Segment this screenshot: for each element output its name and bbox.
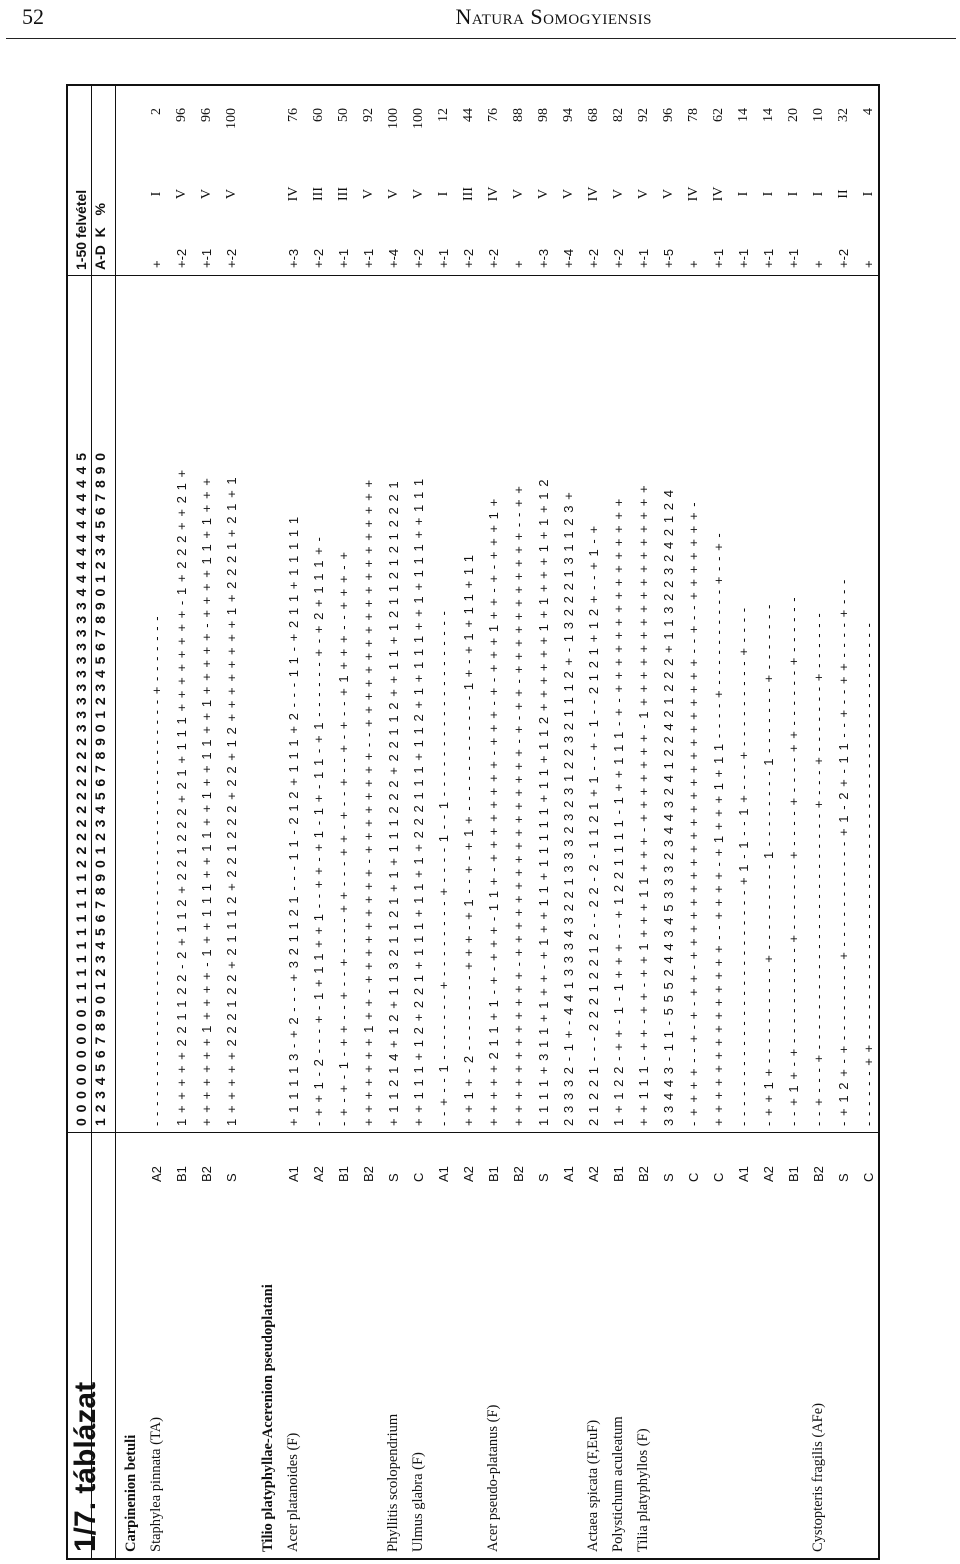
section-heading: [256, 86, 281, 1558]
frequency-percent: 100: [386, 108, 401, 129]
header-rule: [6, 38, 956, 39]
species-name: Acer platanoides (F): [285, 1432, 301, 1552]
cover-range: +-2: [174, 248, 189, 268]
cover-range: +-1: [761, 248, 776, 268]
frequency-percent: 100: [411, 108, 426, 129]
table-row: [169, 86, 194, 1558]
constancy-class: V: [224, 188, 239, 200]
cover-range: +-1: [436, 248, 451, 268]
releve-values: 1 + + + + + 2 2 1 1 2 2 - 2 + 1 1 2 + 2 2 1 2 2 2 + 2 1 + 1 1 1 + + + + + + + + - 1 + 2 2 2 + + 2 1 +: [174, 468, 189, 1126]
table-row: [281, 86, 306, 1558]
table-row: [194, 86, 219, 1558]
table-body: [119, 86, 881, 1558]
table-row: [356, 86, 381, 1558]
table-row: [656, 86, 681, 1558]
cover-range: +-3: [536, 248, 551, 268]
layer-code: A2: [761, 1166, 776, 1182]
table-row: [219, 86, 244, 1558]
table-row: [381, 86, 406, 1558]
table-row: [481, 86, 506, 1558]
layer-code: A1: [436, 1166, 451, 1182]
table-row: [781, 86, 806, 1558]
table-row: [306, 86, 331, 1558]
constancy-class: V: [174, 188, 189, 200]
table-row: [331, 86, 356, 1558]
layer-code: C: [861, 1172, 876, 1182]
releve-values: - - - - - - - - - - - - - - - - - - - - - - - - - - - - - - - - - - - - - - - - - - - + - - - - - - -: [149, 615, 164, 1126]
releve-values: 1 + + + + + 2 2 2 1 2 2 + 2 1 1 1 2 + 2 2 1 2 2 2 + 2 2 + 1 2 + + + + + + + + 1 + 2 2 2 1 + 2 1 + 1: [224, 476, 239, 1126]
layer-code: B1: [786, 1166, 801, 1182]
constancy-class: V: [411, 188, 426, 200]
releve-range-header: 1-50 felvétel: [73, 189, 89, 270]
layer-code: A1: [561, 1166, 576, 1182]
layer-code: S: [661, 1173, 676, 1182]
journal-title: Natura Somogyiensis: [455, 4, 652, 29]
species-name: Phyllitis scolopendrium: [385, 1413, 401, 1552]
rotated-table: [67, 86, 879, 1558]
layer-code: B1: [174, 1166, 189, 1182]
frequency-percent: 4: [861, 108, 876, 115]
frequency-percent: 60: [311, 108, 326, 122]
releve-values: - - + 1 + - + - - - - - - - - - - + - - - - - - - + - - - - + - - - - + + - - - - - - + - - - - - -: [786, 596, 801, 1126]
constancy-class: I: [811, 191, 826, 197]
species-name: Tilia platyphyllos (F): [635, 1428, 651, 1552]
releve-values: 3 3 4 4 3 - 1 1 - 5 5 5 2 4 4 3 4 5 3 3 3 2 3 4 4 3 2 4 1 2 2 4 2 1 2 2 2 + 1 1 3 2 2 3 2 4 2 1 2 4: [661, 489, 676, 1126]
constancy-class: I: [861, 191, 876, 197]
frequency-percent: 14: [736, 108, 751, 122]
species-name: Polystichum aculeatum: [610, 1416, 626, 1552]
table-row: [756, 86, 781, 1558]
releve-values: - + + 1 - 2 - - - + - 1 + 1 1 + + 1 - - + + - + 1 - 1 + - 1 1 - + 1 - - - - - - + - + 2 + 1 1 1 + -: [311, 536, 326, 1126]
constancy-class: I: [436, 191, 451, 197]
summary-columns-header: A-D K %: [92, 203, 108, 270]
constancy-class: V: [611, 188, 626, 200]
releve-values: 1 + 1 2 2 - + + - 1 - 1 + + + - - + 1 2 2 1 1 1 1 - 1 + + 1 1 1 - + - + + + + + + + + + + + + + + +: [611, 497, 626, 1126]
frequency-percent: 88: [511, 108, 526, 122]
layer-code: A1: [736, 1166, 751, 1182]
cover-range: +-1: [711, 248, 726, 268]
cover-range: +-2: [311, 248, 326, 268]
constancy-class: IV: [586, 186, 601, 202]
releve-values: + + 1 + - 2 - - - - - - - - + + + - + 1 - - + - + 1 + - - - - - - - - - - - - 1 + - + 1 + 1 1 + 1 1: [461, 553, 476, 1126]
layer-code: C: [686, 1172, 701, 1182]
frequency-percent: 76: [486, 108, 501, 122]
cover-range: +-1: [199, 248, 214, 268]
constancy-class: V: [199, 188, 214, 200]
releve-values: + + + + + + + + + + + + + + - - + + + + - + 1 + + + 1 + 1 1 - - - - + - - - - - - - - - - + - - + -: [711, 532, 726, 1126]
table-row: [431, 86, 456, 1558]
constancy-class: III: [311, 187, 326, 201]
layer-code: C: [411, 1172, 426, 1182]
cover-range: +-2: [836, 248, 851, 268]
layer-code: B2: [811, 1166, 826, 1182]
releve-values: + 1 1 1 1 3 - + 2 - - - + 3 2 1 1 2 1 - - - 1 1 - 2 1 2 + 1 1 1 + 2 - - - 1 1 - + 2 1 1 + 1 1 1 1 1: [286, 515, 301, 1126]
constancy-class: I: [149, 191, 164, 197]
releve-values: - - + - - 1 - - - - - - - + - - - - - - - - + - - - - 1 - - 1 - - - - - - - - - - - - - - - - - - -: [436, 610, 451, 1126]
table-row: [144, 86, 169, 1558]
header-bottom-rule: [115, 86, 116, 1558]
cover-range: +-1: [736, 248, 751, 268]
releve-values: 1 1 1 1 + 3 1 1 + 1 + + - + 1 + + 1 1 + 1 1 1 1 1 + 1 1 + 1 1 2 + + + + + + 1 + 1 + + + 1 + 1 + 1 2: [536, 478, 551, 1126]
layer-code: A2: [586, 1166, 601, 1182]
table-row: [606, 86, 631, 1558]
constancy-class: V: [636, 188, 651, 200]
layer-code: A1: [286, 1166, 301, 1182]
cover-range: +: [686, 260, 701, 268]
frequency-percent: 92: [361, 108, 376, 122]
releve-number-units: 1 2 3 4 5 6 7 8 9 0 1 2 3 4 5 6 7 8 9 0 1 2 3 4 5 6 7 8 9 0 1 2 3 4 5 6 7 8 9 0 1 2 3 4 5 6 7 8 9 0: [92, 452, 108, 1126]
frequency-percent: 94: [561, 108, 576, 122]
constancy-class: I: [786, 191, 801, 197]
frequency-percent: 96: [174, 108, 189, 122]
cover-range: +-2: [461, 248, 476, 268]
table-title: 1/7. táblázat: [69, 1381, 102, 1552]
constancy-class: IV: [486, 186, 501, 202]
releve-values: - - - - - - + + - - - - - - - - - - - - - - - - - - - - - - - - - - - - - - - - - - - - - - - - - -: [861, 622, 876, 1126]
cover-range: +-1: [636, 248, 651, 268]
frequency-percent: 68: [586, 108, 601, 122]
layer-code: B2: [511, 1166, 526, 1182]
constancy-class: V: [386, 188, 401, 200]
header-mid-rule: [91, 86, 92, 1558]
section-title: Carpinenion betuli: [123, 1434, 139, 1552]
cover-range: +-2: [486, 248, 501, 268]
frequency-percent: 44: [461, 108, 476, 122]
layer-code: A2: [461, 1166, 476, 1182]
table-row: [531, 86, 556, 1558]
releve-values: + + 1 1 1 + 1 2 + 2 2 1 + 1 1 1 + 1 1 + 1 + 2 2 2 1 1 1 + 1 1 2 + 1 + 1 1 1 + + 1 + 1 1 1 + + 1 1 1: [411, 477, 426, 1126]
cover-range: +: [511, 260, 526, 268]
constancy-class: IV: [711, 186, 726, 202]
cover-range: +-2: [411, 248, 426, 268]
layer-code: S: [224, 1173, 239, 1182]
cover-range: +-2: [586, 248, 601, 268]
releve-values: + + + + + + + 1 + + + + - 1 + + 1 1 1 + + 1 1 + + 1 + + 1 1 + + 1 + + + + + - + + + + 1 1 + 1 + + +: [199, 477, 214, 1126]
constancy-class: V: [661, 188, 676, 200]
layer-code: B1: [336, 1166, 351, 1182]
releve-values: + + 1 1 1 - + + - + + - + + 1 + + + 1 1 + + + - + + + + + + + - 1 + + + + + + + + + + + + + + + + +: [636, 484, 651, 1126]
page-number: 52: [22, 4, 44, 29]
frequency-percent: 96: [199, 108, 214, 122]
running-head: [0, 0, 960, 44]
layer-code: A2: [311, 1166, 326, 1182]
layer-code: B1: [486, 1166, 501, 1182]
releve-values: - + + 1 + - - - - - - - - - - + - - - - - - - - - 1 - - - - - - - - 1 - - - - - - - + - - - - - - -: [761, 603, 776, 1126]
cover-range: +: [149, 260, 164, 268]
frequency-percent: 12: [436, 108, 451, 122]
frequency-percent: 10: [811, 108, 826, 122]
frequency-percent: 82: [611, 108, 626, 122]
frequency-percent: 92: [636, 108, 651, 122]
cover-range: +-3: [286, 248, 301, 268]
releve-values: + + + + + + + + + + + + - + + + + + + + + + + + + + + + + - + - + + - + + + + + + + + + + + - - + +: [511, 485, 526, 1126]
frequency-percent: 2: [149, 108, 164, 115]
layer-code: B2: [199, 1166, 214, 1182]
releve-values: - - - - - - - - - - - - - - - - - - - - - - - - + 1 - 1 - - 1 + - - - + - - - - - - - - - + - - - -: [736, 606, 751, 1126]
frequency-percent: 62: [711, 108, 726, 122]
table-row: [581, 86, 606, 1558]
cover-range: +-1: [786, 248, 801, 268]
species-name: Ulmus glabra (F): [410, 1452, 426, 1552]
species-name: Cystopteris fragilis (AFe): [810, 1402, 826, 1552]
releve-values: + + + + + + + 1 + + - + + + + + + + + + - + + + + + + + + - - + + + + + + + + + + + + + + + + + + +: [361, 478, 376, 1126]
section-heading: [119, 86, 144, 1558]
cover-range: +: [861, 260, 876, 268]
layer-code: A2: [149, 1166, 164, 1182]
releve-values: + + + + + 2 1 1 + 1 - + - + + + - 1 1 + - + + + + + + + + - + + + - + - + + + 1 + + - + - + + + 1 +: [486, 497, 501, 1126]
table-row: [406, 86, 431, 1558]
releve-values: + 1 1 2 1 4 + 1 2 + 1 1 3 2 1 1 2 1 + 1 + 1 1 1 2 2 2 + 2 2 1 1 2 + + 1 1 + 1 2 1 1 2 1 2 1 2 2 2 1: [386, 480, 401, 1126]
species-name: Staphylea pinnata (TA): [148, 1417, 164, 1552]
table-row: [681, 86, 706, 1558]
layer-code: C: [711, 1172, 726, 1182]
table-row: [631, 86, 656, 1558]
layer-code: B1: [611, 1166, 626, 1182]
cover-range: +-5: [661, 248, 676, 268]
frequency-percent: 96: [661, 108, 676, 122]
constancy-class: V: [561, 188, 576, 200]
table-row: [731, 86, 756, 1558]
releve-number-tens: 0 0 0 0 0 0 0 0 0 1 1 1 1 1 1 1 1 1 1 2 2 2 2 2 2 2 2 2 2 3 3 3 3 3 3 3 3 3 3 4 4 4 4 4 4 4 4 4 4 5: [73, 452, 89, 1126]
releve-values: 2 1 2 2 1 - - - 2 2 2 1 2 2 1 2 - - 2 2 - 2 - 1 1 2 1 + 1 - - + - 1 - - 2 1 2 1 + 1 2 + - - + 1 - +: [586, 524, 601, 1126]
table-row: [806, 86, 831, 1558]
cover-range: +-1: [361, 248, 376, 268]
table-row: [556, 86, 581, 1558]
section-title: Tilio platyphyllae-Acerenion pseudoplatani: [260, 1284, 276, 1552]
frequency-percent: 100: [224, 108, 239, 129]
frequency-percent: 32: [836, 108, 851, 122]
table-row: [706, 86, 731, 1558]
layer-code: S: [836, 1173, 851, 1182]
cover-range: +-2: [611, 248, 626, 268]
layer-code: B2: [361, 1166, 376, 1182]
frequency-percent: 20: [786, 108, 801, 122]
releve-values: - + 1 2 + - + - - - - - - - - + - - - - - - - - - - - + 1 - 2 + - 1 1 - - + - - + + - - - - + - - -: [836, 578, 851, 1126]
constancy-class: I: [761, 191, 776, 197]
cover-range: +-1: [336, 248, 351, 268]
frequency-percent: 98: [536, 108, 551, 122]
constancy-class: V: [511, 188, 526, 200]
row-gap: [244, 86, 256, 1558]
constancy-class: III: [336, 187, 351, 201]
table-row: [856, 86, 881, 1558]
releve-values: 2 3 3 3 2 - 1 + - 4 4 1 3 3 3 4 3 2 2 1 3 3 3 2 3 2 3 1 2 2 3 2 1 1 1 2 + - 1 3 2 2 2 1 3 1 1 2 3 +: [561, 491, 576, 1126]
cover-range: +-4: [561, 248, 576, 268]
layer-code: B2: [636, 1166, 651, 1182]
frequency-percent: 50: [336, 108, 351, 122]
frequency-percent: 76: [286, 108, 301, 122]
table-row: [831, 86, 856, 1558]
releve-values: - - + - - - + - - - - - - - - - - - - - - - - - - - - - - - - + - - - + - - - - - - - + - - - - - -: [811, 612, 826, 1126]
layer-code: S: [386, 1173, 401, 1182]
frequency-percent: 78: [686, 108, 701, 122]
constancy-class: II: [836, 189, 851, 199]
constancy-class: IV: [286, 186, 301, 202]
layer-code: S: [536, 1173, 551, 1182]
cover-range: +-4: [386, 248, 401, 268]
cover-range: +: [811, 260, 826, 268]
releve-values: - + - + - 1 - + + - - + - - + - - - - + + - - - + + - + - - + - - + - + - - + 1 + + + - - + + + - +: [336, 551, 351, 1126]
table-row: [506, 86, 531, 1558]
releve-values: - + + + + - - + - + - + + - + + + + + + + + + + + + + + + + + + + + + + + - - + - - + + + + + + + -: [686, 501, 701, 1126]
constancy-class: V: [361, 188, 376, 200]
table-row: [456, 86, 481, 1558]
constancy-class: V: [536, 188, 551, 200]
constancy-class: IV: [686, 186, 701, 202]
species-name: Acer pseudo-platanus (F): [485, 1404, 501, 1552]
constancy-class: III: [461, 187, 476, 201]
cover-range: +-2: [224, 248, 239, 268]
species-name: Actaea spicata (F,EuF): [585, 1419, 601, 1552]
constancy-class: I: [736, 191, 751, 197]
frequency-percent: 14: [761, 108, 776, 122]
